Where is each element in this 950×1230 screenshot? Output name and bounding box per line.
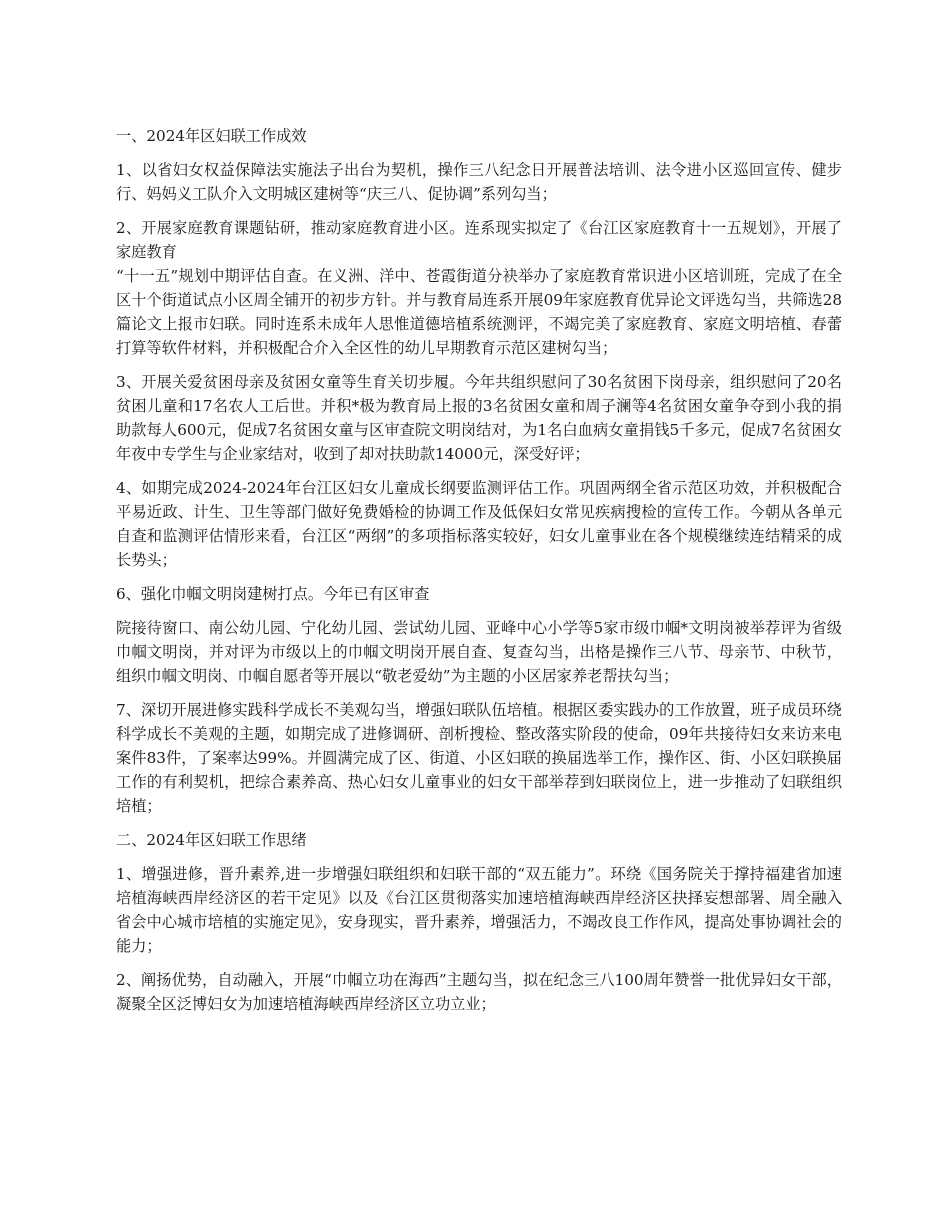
paragraph-4: 4、如期完成2024-2024年台江区妇女儿童成长纲要监测评估工作。巩固两纲全省示范区功效，并积极配合平易近政、计生、卫生等部门做好免费婚检的协调工作及低保妇女常见疾病搜检的宣传工作。今朝从各单元自查和监测评估情形来看，台江区“两纲”的多项指标落实较好，妇女儿童事业在各个规模继续连结精采的成长势头； xyxy=(116,479,842,569)
section-heading-achievements: 一、2024年区妇联工作成效 xyxy=(116,127,307,145)
paragraph-2: 2、开展家庭教育课题钻研，推动家庭教育进小区。连系现实拟定了《台江区家庭教育十一五规划》，开展了家庭教育 xyxy=(116,219,842,261)
paragraph-6: 6、强化巾帼文明岗建树打点。今年已有区审查 xyxy=(116,585,430,603)
paragraph-2-continued: “十一五”规划中期评估自查。在义洲、洋中、苍霞街道分袂举办了家庭教育常识进小区培训班，完成了在全区十个街道试点小区周全铺开的初步方针。并与教育局连系开展09年家庭教育优异论文评选勾当，共筛选28篇论文上报市妇联。同时连系未成年人思惟道德培植系统测评，不竭完美了家庭教育、家庭文明培植、春蕾打算等软件材料，并积极配合介入全区性的幼儿早期教育示范区建树勾当； xyxy=(116,267,842,357)
paragraph-7: 7、深切开展进修实践科学成长不美观勾当，增强妇联队伍培植。根据区委实践办的工作放置，班子成员环绕科学成长不美观的主题，如期完成了进修调研、剖析搜检、整改落实阶段的使命，09年共接待妇女来访来电案件83件，了案率达99%。并圆满完成了区、街道、小区妇联的换届选举工作，操作区、街、小区妇联换届工作的有利契机，把综合素养高、热心妇女儿童事业的妇女干部举荐到妇联岗位上，进一步推动了妇联组织培植； xyxy=(116,701,842,815)
paragraph-3: 3、开展关爱贫困母亲及贫困女童等生育关切步履。今年共组织慰问了30名贫困下岗母亲，组织慰问了20名贫困儿童和17名农人工后世。并积*极为教育局上报的3名贫困女童和周子澜等4名贫困女童争夺到小我的捐助款每人600元，促成7名贫困女童与区审查院文明岗结对，为1名白血病女童捐钱5千多元，促成7名贫困女年夜中专学生与企业家结对，收到了却对扶助款14000元，深受好评； xyxy=(116,373,842,463)
plan-paragraph-2: 2、阐扬优势，自动融入，开展“巾帼立功在海西”主题勾当，拟在纪念三八100周年赞誉一批优异妇女干部，凝聚全区泛博妇女为加速培植海峡西岸经济区立功立业； xyxy=(116,971,842,1013)
document-body xyxy=(116,124,842,1026)
plan-paragraph-1: 1、增强进修，晋升素养,进一步增强妇联组织和妇联干部的“双五能力”。环绕《国务院关于撑持福建省加速培植海峡西岸经济区的若干定见》以及《台江区贯彻落实加速培植海峡西岸经济区抉择妄想部署、周全融入省会中心城市培植的实施定见》，安身现实，晋升素养，增强活力，不竭改良工作作风，提高处事协调社会的能力； xyxy=(116,865,842,955)
paragraph-6-continued: 院接待窗口、南公幼儿园、宁化幼儿园、尝试幼儿园、亚峰中心小学等5家市级巾帼*文明岗被举荐评为省级巾帼文明岗，并对评为市级以上的巾帼文明岗开展自查、复查勾当，出格是操作三八节、母亲节、中秋节，组织巾帼文明岗、巾帼自愿者等开展以“敬老爱幼”为主题的小区居家养老帮扶勾当； xyxy=(116,619,842,685)
paragraph-1: 1、以省妇女权益保障法实施法子出台为契机，操作三八纪念日开展普法培训、法令进小区巡回宣传、健步行、妈妈义工队介入文明城区建树等“庆三八、促协调”系列勾当； xyxy=(116,161,842,203)
section-heading-plans: 二、2024年区妇联工作思绪 xyxy=(116,831,307,849)
